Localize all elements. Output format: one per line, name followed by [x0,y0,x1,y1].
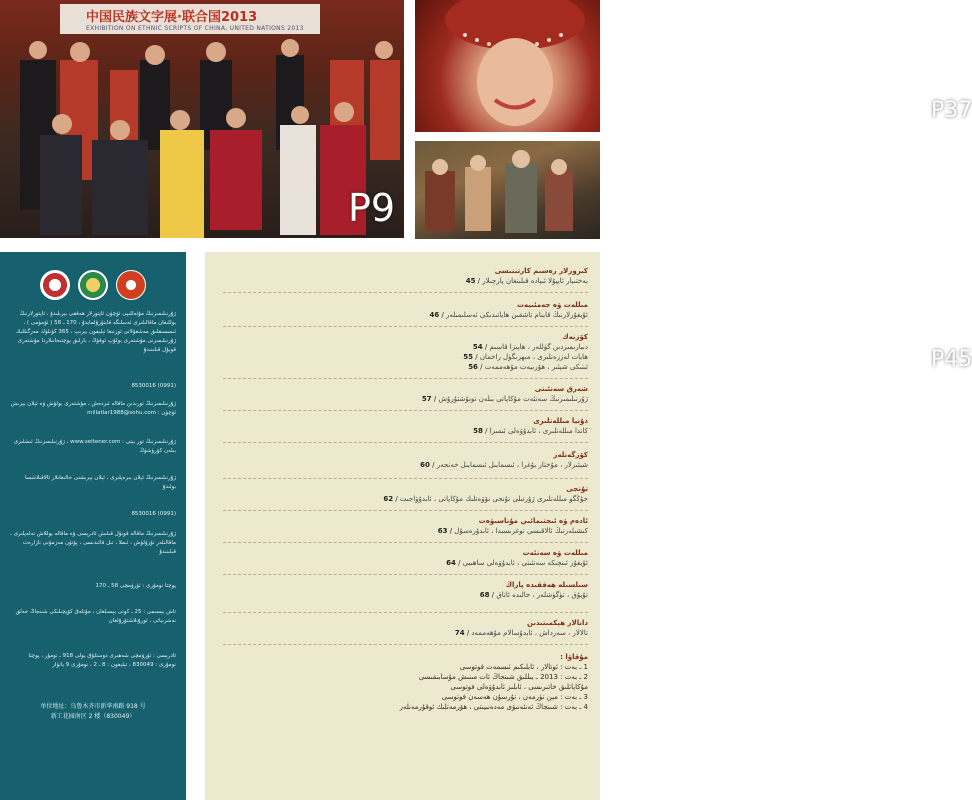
toc-page: 56 [468,363,478,371]
toc-page: 62 [383,495,394,503]
toc-page: 54 [472,343,483,351]
toc-divider [223,574,588,575]
toc-section: سىلسىلە ھەققىدە پاراڭ تۇيۇق ، تۈگۈشلەر ، خالىدە ئاتاق / 68 [228,580,588,600]
info-phone: (0991) 8530016 [131,511,176,517]
toc-heading: سىلسىلە ھەققىدە پاراڭ [505,581,588,589]
toc-divider [223,510,588,511]
toc-page: 58 [473,427,483,435]
cover-photo-woman [415,0,972,132]
info-paragraph: ژۇرنىلىمىزنىڭ تورىدىن ماقالە ئىزدەش ، مۇشتەرى بولۇش ۋە ئېلان بېرىش ئۈچۈن : millatlar1988@sohu.com [10,401,176,416]
toc-entry[interactable]: تۇيۇق ، تۈگۈشلەر ، خالىدە ئاتاق [496,591,588,599]
painting-illustration [415,141,600,239]
toc-divider [223,292,588,293]
toc-entry[interactable]: ئۇيغۇر ئىنچىكە سەنئىتى ، ئابدۇۋەلى ساھىبى [462,559,588,567]
toc-entry[interactable]: دىيارىمىزدىن گۈللەر ، ھاپىزا قاسىم [489,343,588,351]
toc-heading: كىرورلار رەسىم كارتىنىسى [494,267,588,275]
toc-entry[interactable]: ژۇرنىلىمىزنىڭ سەنئەت مۇكاپاتى بىلەن تونۇشتۇرۇش [438,395,588,403]
info-paragraph: پوچتا نومۇرى : ئۈرۈمچى 58 ـ 170 [95,583,176,589]
publisher-logos [0,270,186,300]
toc-section: كىرورلار رەسىم كارتىنىسى بەختىيار ئايپۇلا ئىپادە قىلىنغان پارچىلار / 45 [228,266,588,286]
toc-entry[interactable]: بەختىيار ئايپۇلا ئىپادە قىلىنغان پارچىلار [482,277,588,285]
address-chinese-2: 新工花园南区 2 楼（830049） [50,713,136,720]
toc-divider [223,542,588,543]
toc-entry[interactable]: تالالار ، سەرداش ، ئابدۇسالام مۇھەممەد [471,629,588,637]
toc-entry[interactable]: كاندا مىللەتلىرى ، ئابدۇۋەلى ئىمىرا [489,427,588,435]
table-of-contents [205,252,600,800]
toc-section: دانالار ھېكمىتىدىن تالالار ، سەرداش ، ئابدۇسالام مۇھەممەد / 74 [228,618,588,638]
toc-section: كۆزنەك دىيارىمىزدىن گۈللەر ، ھاپىزا قاسىم / 54 ھايات لەززەتلىرى ، مىھرىگۈل راخمان / 55 ئىنىكى شېئىر ، ھۆرىيەت مۇھەممەت / 56 [228,332,588,372]
toc-page: 46 [429,311,440,319]
credit-line: 2 ـ بەت : 2013 ـ يىللىق شىنجاڭ ئات مىنىش مۇسابىقىسى [418,673,588,681]
toc-divider [223,478,588,479]
toc-heading: تۇنجى [566,485,588,493]
toc-page: 68 [479,591,490,599]
publication-info-panel [0,252,186,800]
toc-page: 74 [454,629,465,637]
toc-divider [223,410,588,411]
info-paragraph: ژۇرنىلىمىزنىڭ ماقالە قوبۇل قىلىش ئادرېسى ۋە ماقالە يوللاش تەلەپلىرى ، ماقالىلەر تۈزۈلۈش ، ئىملا ، تىل قائىدىسى ، پۈتۈن مەزمۇنى نازارەت قىلىنىدۇ [10,531,176,555]
toc-page: 64 [446,559,456,567]
info-paragraph: ئادرېسى : ئۈرۈمچى شەھىرى دوستلۇق يولى 918 ـ نومۇر ، پوچتا نومۇرى : 830049 ، تېلېفون : 8 ـ 2 ، نومۇرى 9 يانۋار [28,653,176,668]
page-ref-top: P37 [931,98,972,123]
toc-divider [223,442,588,443]
publisher-logo-2 [78,270,108,300]
toc-section: تۇنجى جۇڭگو مىللەتلىرى ژۇرنىلى تۇنجى نۆۋەتلىك مۇكاپاتى ، ئابدۇۋاجىت / 62 [228,484,588,504]
toc-heading: شەرق سەنئىتى [534,385,588,393]
toc-heading: دۇنيا مىللەتلىرى [533,417,588,425]
toc-heading: كۆرگەنلەر [553,451,588,459]
toc-divider [223,644,588,645]
page-ref-main: P9 [348,186,396,230]
info-paragraph: ژۇرنىلىمىزنىڭ مۇئەللىپى ئۈچۈن ئاپتورلار ھەققى بېرىلىدۇ ، ئاپتورلارنىڭ يوللىغان ماقالىلىرى ئەسلىگە قايتۇرۇلمايدۇ ، 170 ـ 58 ( ئۆمۈمى ) ، ئىسسىقلىق مەشغۇلاتى ئورنىغا تېلېفون بېرىپ ، 365 كۈنلۈك مەزگىللىك ژۇرنىلىمىزنى مۇشتەرى بولۇپ ئوقۇڭ ، بارلىق پوچتىخانىلاردا مۇشتەرى قوبۇل قىلىنىدۇ [15,311,176,353]
cover-credits [228,652,588,712]
toc-entry[interactable]: شېئىرلار ، مۇختار بۇغرا ، ئىسمايىل ئىسمايىل خەنجەر [436,461,588,469]
toc-entry[interactable]: ئۇيغۇرلارنىڭ قاينام تاشقىن ھاياتىدىكى ئەسلىمىلەر [446,311,588,319]
toc-entry[interactable]: ھايات لەززەتلىرى ، مىھرىگۈل راخمان [479,353,588,361]
headdress-illustration [415,0,600,132]
credit-line: 4 ـ بەت : شىنجاڭ ئەنئەنىۋى مەدەنىيىتى ، ھۆرمەتلىك ئوقۇرمەنلەر [399,703,588,711]
toc-divider [223,326,588,327]
toc-page: 55 [463,353,474,361]
publisher-logo-1 [40,270,70,300]
toc-entry[interactable]: ئىنىكى شېئىر ، ھۆرىيەت مۇھەممەت [484,363,588,371]
toc-entry[interactable]: كىشىلەرنىڭ ئالاقىسى توغرىسىدا ، ئابدۇرەسۇل [454,527,588,535]
toc-entry[interactable]: جۇڭگو مىللەتلىرى ژۇرنىلى تۇنجى نۆۋەتلىك مۇكاپاتى ، ئابدۇۋاجىت [399,495,588,503]
toc-section: مىللەت ۋە سەنئەت ئۇيغۇر ئىنچىكە سەنئىتى ، ئابدۇۋەلى ساھىبى / 64 [228,548,588,568]
toc-page: 63 [437,527,448,535]
info-paragraph: ژۇرنىلىمىزنىڭ ئېلان بىرەپلىرى ، ئېلان بېرىشنى خالىغانلار ئالاقىلاشسا بولىدۇ [24,475,176,490]
toc-divider [223,378,588,379]
toc-page: 57 [421,395,432,403]
address-chinese: 单位地址：乌鲁木齐市新华南路 918 号 [40,703,146,710]
toc-page: 60 [420,461,430,469]
info-paragraph: تاش بېسىمى : 25 ـ كوتى بېسىلغان ، مۇتلەق كۆپچىلىكى شىنجاڭ خەلق نەشرىياتى ، ئورۇنلاشتۇرۇلغان [15,609,176,624]
toc-section: ئادەم ۋە ئىجتىمائىي مۇناسىۋەت كىشىلەرنىڭ ئالاقىسى توغرىسىدا ، ئابدۇرەسۇل / 63 [228,516,588,536]
toc-heading: مىللەت ۋە سەنئەت [522,549,588,557]
group-photo-figures [0,0,404,238]
toc-heading: مىللەت ۋە جەمئىيەت [516,301,588,309]
publisher-logo-3 [116,270,146,300]
toc-heading: كۆزنەك [562,333,588,341]
page-ref-bottom: P45 [931,347,972,372]
cover-photo-main [0,0,404,238]
toc-heading: دانالار ھېكمىتىدىن [527,619,588,627]
credit-line: مۇكاپاتلىق خاتىرىسى ، ئابلىز ئابدۇۋەلى فوتوسى [450,683,588,691]
banner-title: 中国民族文字展·联合国2013 [86,10,258,25]
toc-heading: ئادەم ۋە ئىجتىمائىي مۇناسىۋەت [478,517,588,525]
credit-line: 1 ـ بەت : ئوتالار ، ئابلىكىم ئىسمەت فوتوسى [459,663,588,671]
info-phone: (0991) 8530016 [131,383,176,389]
info-paragraph: ژۇرنىلىمىزنىڭ تور بېتى : www.seltener.com ، ژۇرنىلىمىزنىڭ ئىشلىرى بىلەن كۆرۈشۈڭ [13,439,176,454]
banner-subtitle: EXHIBITION ON ETHNIC SCRIPTS OF CHINA, UNITED NATIONS 2013 [86,25,304,32]
toc-divider [223,612,588,613]
toc-page: 45 [465,277,476,285]
toc-section: مىللەت ۋە جەمئىيەت ئۇيغۇرلارنىڭ قاينام تاشقىن ھاياتىدىكى ئەسلىمىلەر / 46 [228,300,588,320]
toc-section: كۆرگەنلەر شېئىرلار ، مۇختار بۇغرا ، ئىسمايىل ئىسمايىل خەنجەر / 60 [228,450,588,470]
credits-heading: مۇقاۋا : [560,653,588,661]
toc-section: شەرق سەنئىتى ژۇرنىلىمىزنىڭ سەنئەت مۇكاپاتى بىلەن تونۇشتۇرۇش / 57 [228,384,588,404]
toc-section: دۇنيا مىللەتلىرى كاندا مىللەتلىرى ، ئابدۇۋەلى ئىمىرا / 58 [228,416,588,436]
credit-line: 3 ـ بەت : مېن تۈرمەن ، تۇرسۇن ھەسەن فوتوسى [441,693,588,701]
